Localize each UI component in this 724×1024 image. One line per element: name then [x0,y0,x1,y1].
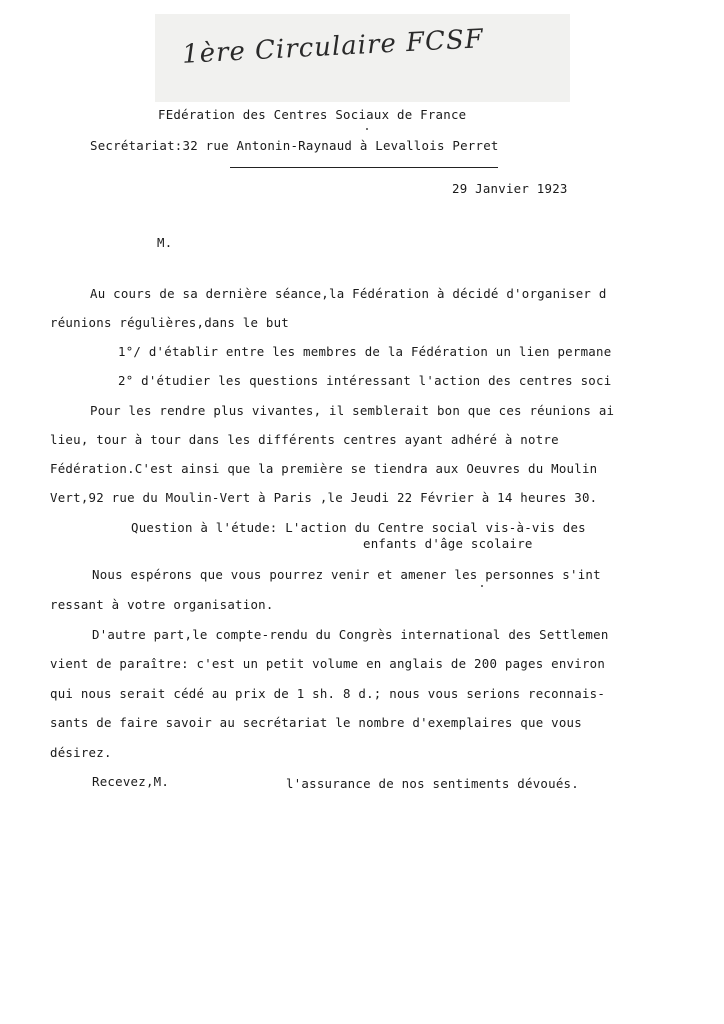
letterhead-address: Secrétariat:32 rue Antonin-Raynaud à Levallois Perret [90,138,499,153]
stray-mark [481,585,483,587]
letterhead-organization: FEdération des Centres Sociaux de France [158,107,467,122]
body-line: 1°/ d'établir entre les membres de la Fédération un lien permane [118,344,612,359]
body-line: ressant à votre organisation. [50,597,274,612]
body-line: 2° d'étudier les questions intéressant l'action des centres soci [118,373,612,388]
handwritten-note: 1ère Circulaire FCSF [181,24,485,70]
stray-mark [366,128,368,130]
body-line: Nous espérons que vous pourrez venir et amener les personnes s'int [92,567,601,582]
body-line: lieu, tour à tour dans les différents centres ayant adhéré à notre [50,432,559,447]
body-line: qui nous serait cédé au prix de 1 sh. 8 d.; nous vous serions reconnais- [50,686,606,701]
body-line: Pour les rendre plus vivantes, il semblerait bon que ces réunions ai [90,403,615,418]
body-line: Fédération.C'est ainsi que la première se tiendra aux Oeuvres du Moulin [50,461,598,476]
body-line: réunions régulières,dans le but [50,315,290,330]
closing-left: Recevez,M. [92,774,170,789]
body-line: sants de faire savoir au secrétariat le nombre d'exemplaires que vous [50,715,582,730]
body-line: D'autre part,le compte-rendu du Congrès international des Settlemen [92,627,609,642]
header-rule [230,167,498,168]
letter-date: 29 Janvier 1923 [452,181,568,196]
body-line: désirez. [50,745,112,760]
closing-right: l'assurance de nos sentiments dévoués. [286,776,579,791]
body-line: enfants d'âge scolaire [363,536,533,551]
body-line: Question à l'étude: L'action du Centre social vis-à-vis des [131,520,586,535]
body-line: Vert,92 rue du Moulin-Vert à Paris ,le Jeudi 22 Février à 14 heures 30. [50,490,598,505]
salutation: M. [157,235,173,250]
body-line: vient de paraître: c'est un petit volume en anglais de 200 pages environ [50,656,606,671]
body-line: Au cours de sa dernière séance,la Fédération à décidé d'organiser d [90,286,607,301]
